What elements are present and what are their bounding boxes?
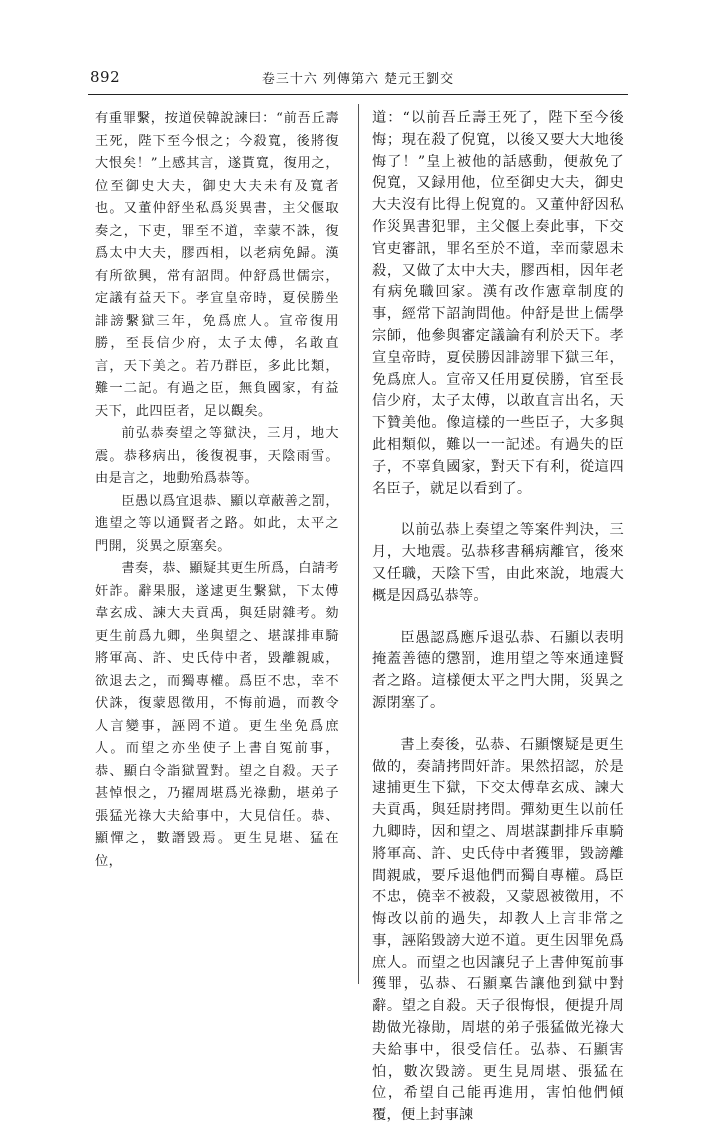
translation-paragraph-2: 以前弘恭上奏望之等案件判決，三月，大地震。弘恭移書稱病離官，後來又任職，天陰下雪，由此來說，地震大概是因爲弘恭等。: [372, 522, 624, 604]
original-paragraph-4: 書奏，恭、顯疑其更生所爲，白請考奸詐。辭果服，遂逮更生繫獄，下太傅韋玄成、諫大夫貢禹，與廷尉雜考。劾更生前爲九卿，坐與望之、堪謀排車騎將軍高、許、史氏侍中者，毀離親戚，欲退去之，而獨專權。爲臣不忠，幸不伏誅，復蒙恩徵用，不悔前過，而教令人言變事，誣罔不道。更生坐免爲庶人。而望之亦坐使子上書自冤前事，恭、顯白令詣獄置對。望之自殺。天子甚悼恨之，乃擢周堪爲光祿勳，堪弟子張猛光祿大夫給事中，大見信任。恭、顯憚之，數譖毀焉。更生見堪、猛在位，: [95, 561, 339, 869]
translation-paragraph-3: 臣愚認爲應斥退弘恭、石顯以表明掩蓋善德的懲罰，進用望之等來通達賢者之路。這樣便太平之門大開，災異之源閉塞了。: [372, 629, 624, 711]
translation-column: [372, 108, 624, 1127]
translation-paragraph-4: 書上奏後，弘恭、石顯懷疑是更生做的，奏請拷問奸詐。果然招認，於是逮捕更生下獄，下交太傅韋玄成、諫大夫貢禹，與廷尉拷問。彈劾更生以前任九卿時，因和望之、周堪謀劃排斥車騎將軍高、許、史氏侍中者獲罪，毀謗離間親戚，要斥退他們而獨自專權。爲臣不忠，僥幸不被殺，又蒙恩被徵用，不悔改以前的過失，却教人上言非常之事，誣陷毀謗大逆不道。更生因罪免爲庶人。而望之也因讓兒子上書伸冤前事獲罪，弘恭、石顯稟告讓他到獄中對辭。望之自殺。天子很悔恨，便提升周勘做光祿勛，周堪的弟子張猛做光祿大夫給事中，很受信任。弘恭、石顯害怕，數次毀謗。更生見周堪、張猛在位，希望自己能再進用，害怕他們傾覆，便上封事諫: [372, 736, 624, 1124]
column-divider: [358, 104, 359, 984]
original-paragraph-3: 臣愚以爲宜退恭、顯以章蔽善之罰，進望之等以通賢者之路。如此，太平之門開，災異之原塞矣。: [95, 493, 339, 554]
translation-paragraph-1: 道：“以前吾丘壽王死了，陛下至今後悔；現在殺了倪寬，以後又要大大地後悔了！”皇上被他的話感動，便赦免了倪寬，又録用他，位至御史大夫，御史大夫沒有比得上倪寬的。又董仲舒因私作災異書犯罪，主父偃上奏此事，下交官吏審訊，罪名至於不道，幸而蒙恩未殺，又做了太中大夫，膠西相，因年老有病免職回家。漢有改作憲章制度的事，經常下詔詢問他。仲舒是世上儒學宗師，他參與審定議論有利於天下。孝宣皇帝時，夏侯勝因誹謗罪下獄三年，免爲庶人。宣帝又任用夏侯勝，官至長信少府，太子太傅，以敢直言出名，天下贊美他。像這樣的一些臣子，大多與此相類似，難以一一記述。有過失的臣子，不辜負國家，對天下有利，從這四名臣子，就足以看到了。: [372, 110, 624, 497]
original-paragraph-1: 有重罪繫，按道侯韓說諫曰：“前吾丘壽王死，陛下至今恨之；今殺寬，後將復大恨矣！”上感其言，遂貰寬，復用之，位至御史大夫，御史大夫未有及寬者也。又董仲舒坐私爲災異書，主父偃取奏之，下吏，罪至不道，幸蒙不誅，復爲太中大夫，膠西相，以老病免歸。漢有所欲興，常有詔問。仲舒爲世儒宗，定議有益天下。孝宣皇帝時，夏侯勝坐誹謗繫獄三年，免爲庶人。宣帝復用勝，至長信少府，太子太傅，名敢直言，天下美之。若乃群臣，多此比類，難一二記。有過之臣，無負國家，有益天下，此四臣者，足以觀矣。: [95, 111, 339, 419]
original-paragraph-2: 前弘恭奏望之等獄決，三月，地大震。恭移病出，後復視事，天陰雨雪。由是言之，地動殆爲恭等。: [95, 426, 339, 486]
page-number: 892: [90, 68, 121, 86]
running-head: 卷三十六 列傳第六 楚元王劉交: [261, 72, 455, 87]
original-text-column: [95, 108, 339, 873]
header-rule: [88, 94, 628, 95]
